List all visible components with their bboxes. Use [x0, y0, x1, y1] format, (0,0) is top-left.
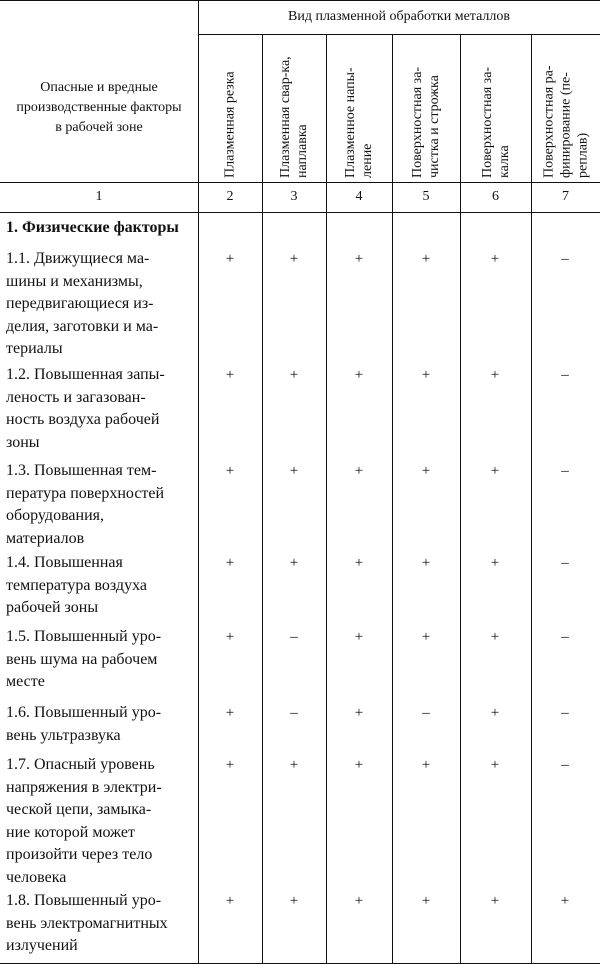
mark-present: +: [490, 251, 500, 267]
mark-absent: –: [561, 757, 569, 773]
factor-column-header: Опасные и вредные производственные факторы в рабочей зоне: [16, 80, 182, 135]
mark-present: +: [225, 251, 235, 267]
mark-absent: –: [422, 705, 430, 721]
mark-present: +: [421, 367, 431, 383]
mark-absent: –: [561, 367, 569, 383]
column-header-label: Плазменная свар-ка, наплавка: [278, 56, 310, 178]
mark-present: +: [289, 367, 299, 383]
mark-present: +: [560, 893, 570, 909]
column-header-plasma-spraying: [326, 34, 392, 182]
column-number: 5: [422, 189, 430, 204]
mark-present: +: [490, 367, 500, 383]
column-number: 2: [226, 189, 234, 204]
mark-present: +: [354, 629, 364, 645]
mark-present: +: [225, 893, 235, 909]
column-header-plasma-cutting: [198, 34, 262, 182]
factor-row-text: 1.8. Повышенный уро- вень электромагнитных излучений: [6, 892, 168, 954]
factor-row-text: 1.6. Повышенный уро- вень ультразвука: [6, 704, 162, 744]
column-number: 3: [290, 189, 298, 204]
factor-row-text: 1.3. Повышенная тем- пература поверхностей оборудования, материалов: [6, 462, 165, 547]
mark-present: +: [421, 757, 431, 773]
mark-present: +: [421, 893, 431, 909]
mark-present: +: [354, 463, 364, 479]
mark-present: +: [490, 629, 500, 645]
mark-absent: –: [561, 251, 569, 267]
column-number: 7: [562, 189, 569, 204]
mark-present: +: [354, 251, 364, 267]
mark-absent: –: [561, 705, 569, 721]
factor-row-text: 1.4. Повышенная температура воздуха рабочей зоны: [6, 554, 147, 616]
mark-present: +: [225, 555, 235, 571]
mark-present: +: [490, 555, 500, 571]
mark-absent: –: [290, 629, 298, 645]
column-header-surface-cleaning: [392, 34, 460, 182]
factor-row-text: 1.5. Повышенный уро- вень шума на рабочем месте: [6, 628, 162, 690]
mark-present: +: [354, 555, 364, 571]
column-header-label: Поверхностная ра-финирование (пе-реплав): [541, 65, 590, 178]
factor-row-text: 1.1. Движущиеся ма- шины и механизмы, передвигающиеся из- делия, заготовки и ма- териалы: [6, 250, 159, 357]
mark-present: +: [354, 757, 364, 773]
mark-present: +: [225, 463, 235, 479]
mark-present: +: [490, 463, 500, 479]
group-header: Вид плазменной обработки металлов: [288, 9, 510, 24]
mark-present: +: [490, 893, 500, 909]
column-header-label: Поверхностная за-калка: [479, 66, 512, 178]
mark-present: +: [354, 893, 364, 909]
column-header-label: Плазменная резка: [222, 71, 238, 178]
factor-row-text: 1.2. Повышенная запы- леность и загазован- ность воздуха рабочей зоны: [6, 366, 165, 451]
column-number: 6: [492, 189, 499, 204]
column-header-label: Плазменное напы-ление: [343, 67, 375, 178]
mark-present: +: [225, 757, 235, 773]
column-number: 4: [355, 189, 363, 204]
mark-present: +: [289, 893, 299, 909]
mark-present: +: [225, 629, 235, 645]
column-header-surface-hardening: [460, 34, 531, 182]
mark-present: +: [289, 757, 299, 773]
mark-absent: –: [561, 555, 569, 571]
column-number: 1: [95, 189, 103, 204]
mark-present: +: [421, 629, 431, 645]
mark-absent: –: [561, 629, 569, 645]
mark-present: +: [289, 463, 299, 479]
mark-present: +: [490, 705, 500, 721]
mark-present: +: [490, 757, 500, 773]
mark-present: +: [289, 555, 299, 571]
mark-present: +: [421, 555, 431, 571]
mark-present: +: [354, 705, 364, 721]
column-header-surface-refining: [531, 34, 600, 182]
column-header-label: Поверхностная за-чистка и строжка: [410, 66, 442, 178]
mark-present: +: [354, 367, 364, 383]
mark-absent: –: [290, 705, 298, 721]
mark-present: +: [421, 463, 431, 479]
factor-row-text: 1.7. Опасный уровень напряжения в электри- ческой цепи, замыка- ние которой может произойти через тело человека: [6, 756, 162, 886]
column-header-plasma-welding: [262, 34, 326, 182]
mark-present: +: [225, 367, 235, 383]
section-title: 1. Физические факторы: [6, 219, 179, 236]
mark-present: +: [289, 251, 299, 267]
mark-absent: –: [561, 463, 569, 479]
mark-present: +: [225, 705, 235, 721]
mark-present: +: [421, 251, 431, 267]
